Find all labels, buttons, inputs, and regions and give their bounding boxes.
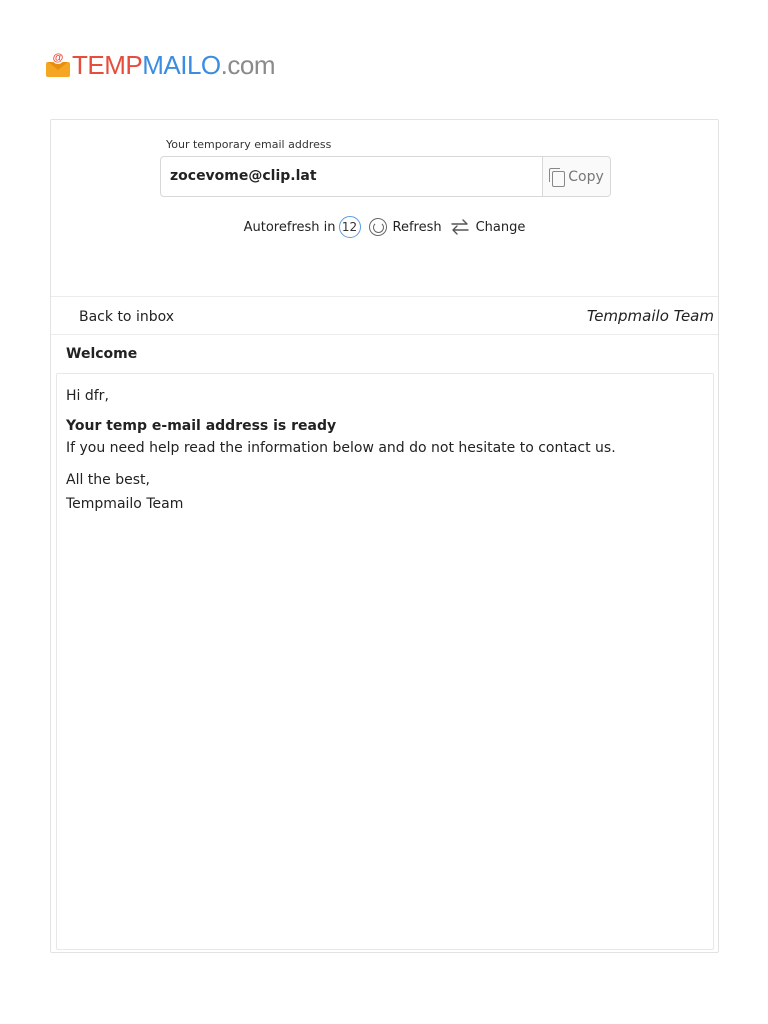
autorefresh-label: Autorefresh in [243, 219, 336, 235]
mail-card [50, 119, 719, 953]
change-label: Change [475, 219, 526, 235]
logo-text-domain: .com [220, 50, 275, 80]
refresh-bar [51, 216, 718, 238]
message-headline: Your temp e-mail address is ready [66, 418, 337, 434]
copy-icon [549, 168, 565, 186]
address-field [160, 156, 611, 197]
message-body [56, 373, 714, 950]
swap-arrows-icon [450, 219, 470, 235]
back-to-inbox-button[interactable]: Back to inbox [51, 297, 319, 335]
message-sender: Tempmailo Team [586, 307, 714, 325]
logo-text-temp: TEMP [72, 50, 143, 80]
envelope-icon [46, 54, 70, 76]
message-help-text: If you need help read the information below and do not hesitate to contact us. [66, 440, 616, 456]
message-greeting: Hi dfr, [66, 388, 109, 404]
copy-button[interactable] [542, 157, 610, 196]
copy-label: Copy [568, 168, 604, 185]
message-subject: Welcome [66, 346, 138, 362]
logo-at-symbol: @ [52, 52, 64, 64]
email-address-value[interactable]: zocevome@clip.lat [170, 168, 317, 184]
site-logo[interactable] [46, 50, 275, 80]
logo-wordmark [72, 50, 275, 80]
divider [51, 334, 718, 335]
refresh-button[interactable] [369, 218, 442, 236]
logo-text-mailo: MAILO [142, 50, 221, 80]
message-signature: Tempmailo Team [66, 496, 184, 512]
message-header [51, 297, 718, 335]
refresh-icon [369, 218, 387, 236]
address-label: Your temporary email address [166, 138, 332, 151]
autorefresh-countdown: 12 [339, 216, 361, 238]
refresh-label: Refresh [392, 219, 442, 235]
message-signoff: All the best, [66, 472, 150, 488]
change-button[interactable] [450, 219, 526, 235]
